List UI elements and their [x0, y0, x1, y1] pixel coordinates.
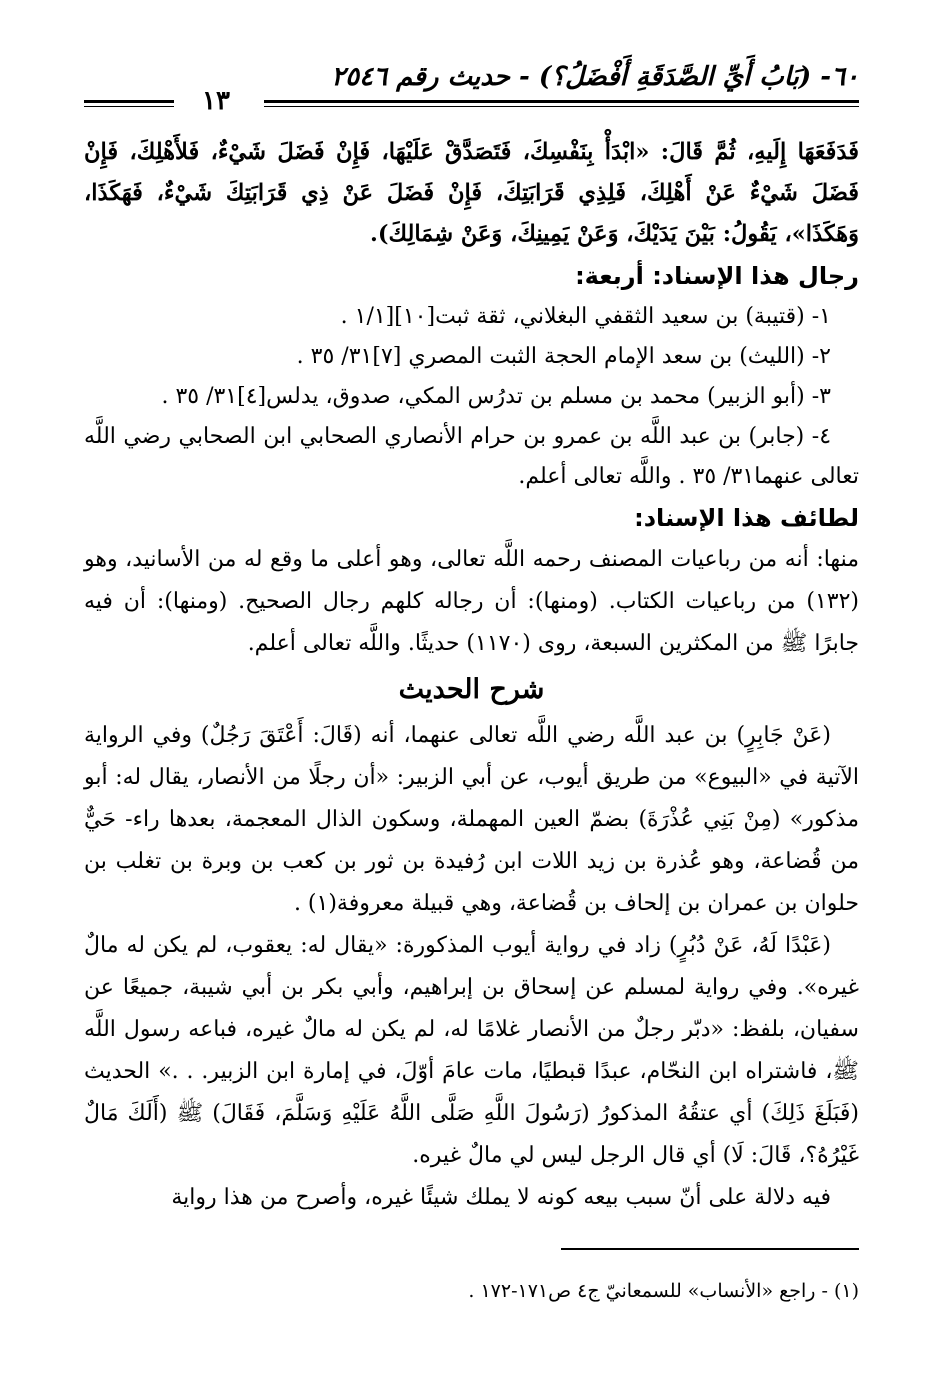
subtleties-heading: لطائف هذا الإسناد:	[634, 504, 859, 532]
narrator-item: ١- (قتيبة) بن سعيد الثقفي البغلاني، ثقة ثبت[١٠][١/١ .	[340, 304, 831, 329]
running-header	[84, 62, 859, 122]
page-number: ١٣	[202, 86, 230, 116]
sharh-heading: شرح الحديث	[398, 674, 545, 705]
narrator-item: ٤- (جابر) بن عبد اللَّه بن عمرو بن حرام الأنصاري الصحابي ابن الصحابي رضي اللَّه تعالى عنهما٣١/ ٣٥ . واللَّه تعالى أعلم.	[84, 424, 859, 489]
narrators-heading: رجال هذا الإسناد: أربعة:	[575, 262, 859, 290]
header-rule	[264, 100, 859, 107]
page-body	[84, 132, 859, 1219]
subtleties-text: منها: أنه من رباعيات المصنف رحمه اللَّه تعالى، وهو أعلى ما وقع له من الأسانيد، وهو (١٣٢) من رباعيات الكتاب. (ومنها): أن رجاله كلهم رجال الصحيح. (ومنها): أن فيه جابرًا ﷺ من المكثرين السبعة، روى (١١٧٠) حديثًا. واللَّه تعالى أعلم.	[84, 547, 859, 656]
sharh-paragraph: (عَبْدًا لَهُ، عَنْ دُبُرٍ) زاد في رواية أيوب المذكورة: «يقال له: يعقوب، لم يكن له مالٌ غيره». وفي رواية لمسلم عن إسحاق بن إبراهيم، وأبي بكر بن أبي شيبة، جميعًا عن سفيان، بلفظ: «دبّر رجلٌ من الأنصار غلامًا له، لم يكن له مالٌ غيره، فباعه رسول اللَّه ﷺ، فاشتراه ابن النحّام، عبدًا قبطيًا، مات عامَ أوّلَ، في إمارة ابن الزبير. . .» الحديث (فَبَلَغَ ذَلِكَ) أي عتقُهُ المذكورُ (رَسُولَ اللَّهِ صَلَّى اللَّهُ عَلَيْهِ وَسَلَّمَ، فَقَالَ) ﷺ (أَلَكَ مَالٌ غَيْرُهُ؟، قَالَ: لَا) أي قال الرجل ليس لي مالٌ غيره.	[84, 933, 859, 1168]
footnote-divider	[561, 1248, 859, 1250]
sharh-paragraph: (عَنْ جَابِرٍ) بن عبد اللَّه رضي اللَّه تعالى عنهما، أنه (قَالَ: أَعْتَقَ رَجُلٌ) وفي الرواية الآتية في «البيوع» من طريق أيوب، عن أبي الزبير: «أن رجلًا من الأنصار، يقال له: أبو مذكور» (مِنْ بَنِي عُذْرَةَ) بضمّ العين المهملة، وسكون الذال المعجمة، بعدها راء- حَيٌّ من قُضاعة، وهو عُذرة بن زيد اللات ابن رُفيدة بن ثور بن كعب بن وبرة بن تغلب بن حلوان بن عمران بن إلحاف بن قُضاعة، وهي قبيلة معروفة(١) .	[84, 723, 859, 916]
narrator-item: ٢- (الليث) بن سعد الإمام الحجة الثبت المصري [٧]٣١/ ٣٥ .	[296, 344, 831, 369]
header-rule-short	[84, 100, 174, 107]
sharh-paragraph: فيه دلالة على أنّ سبب بيعه كونه لا يملك شيئًا غيره، وأصرح من هذا رواية	[171, 1185, 831, 1210]
footnote: (١) - راجع «الأنساب» للسمعانيّ ج٤ ص١٧١-١٧٢ .	[468, 1280, 859, 1302]
chapter-title: ٦٠- (بَابُ أَيِّ الصَّدَقَةِ أَفْضَلُ؟) - حديث رقم ٢٥٤٦	[331, 62, 859, 92]
hadith-text: فَدَفَعَهَا إِلَيهِ، ثُمَّ قَالَ: «ابْدَأْ بِنَفْسِكَ، فَتَصَدَّقْ عَلَيْهَا، فَإِنْ فَضَلَ شَيْءٌ، فَلأَهْلِكَ، فَإِنْ فَضَلَ شَيْءٌ عَنْ أَهْلِكَ، فَلِذِي قَرَابَتِكَ، فَإِنْ فَضَلَ عَنْ ذِي قَرَابَتِكَ شَيْءٌ، فَهَكَذَا، وَهَكَذَا»، يَقُولُ: بَيْنَ يَدَيْكَ، وَعَنْ يَمِينِكَ، وَعَنْ شِمَالِكَ).	[84, 139, 859, 247]
narrator-item: ٣- (أبو الزبير) محمد بن مسلم بن تدرُس المكي، صدوق، يدلس[٤]٣١/ ٣٥ .	[161, 384, 831, 409]
